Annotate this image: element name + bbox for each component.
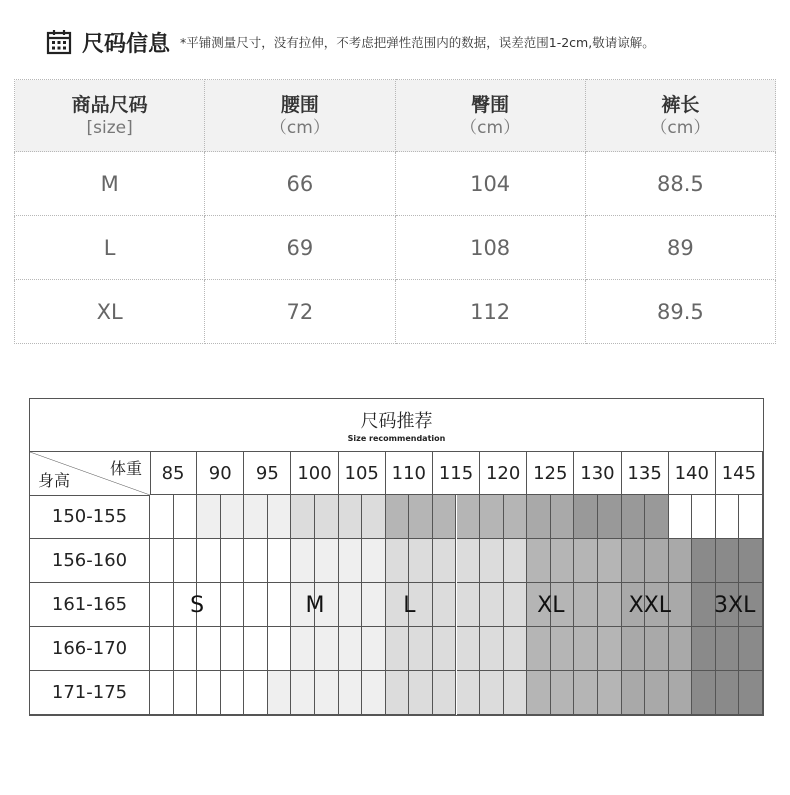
size-label: XXL [628, 593, 672, 618]
grid-cell [362, 495, 386, 539]
grid-cell [291, 671, 315, 715]
weight-header: 100 [291, 452, 338, 495]
grid-cell [739, 671, 763, 715]
grid-cell [480, 539, 504, 583]
grid-cell [692, 583, 716, 627]
grid-cell [551, 495, 575, 539]
grid-cell [315, 539, 339, 583]
column-header [205, 80, 395, 152]
grid-cell [645, 539, 669, 583]
measure-note: *平铺测量尺寸，没有拉伸，不考虑把弹性范围内的数据，误差范围1-2cm,敬请谅解。 [180, 35, 655, 50]
column-name: 臀围 [471, 93, 510, 116]
height-row-label: 156-160 [30, 539, 150, 583]
table-row [15, 280, 776, 344]
grid-cell [386, 495, 410, 539]
grid-cell [669, 671, 693, 715]
grid-cell [244, 539, 268, 583]
weight-header: 85 [150, 452, 197, 495]
grid-cell [551, 627, 575, 671]
table-cell: M [15, 152, 205, 216]
grid-cell [716, 539, 740, 583]
grid-cell [409, 495, 433, 539]
height-row-label: 166-170 [30, 627, 150, 671]
grid-cell [598, 671, 622, 715]
size-label: XL [537, 593, 565, 618]
grid-cell [527, 627, 551, 671]
grid-cell [527, 671, 551, 715]
grid-cell [150, 583, 174, 627]
grid-cell [433, 539, 457, 583]
grid-cell [268, 671, 292, 715]
column-name: 腰围 [280, 93, 319, 116]
grid-cell [150, 495, 174, 539]
table-cell: L [15, 216, 205, 280]
grid-cell [291, 627, 315, 671]
weight-axis-label: 体重 [109, 459, 142, 478]
grid-cell [174, 627, 198, 671]
height-row-label: 150-155 [30, 495, 150, 539]
grid-cell [598, 539, 622, 583]
weight-header: 140 [669, 452, 716, 495]
column-name: 商品尺码 [71, 93, 148, 116]
grid-cell [386, 539, 410, 583]
weight-header: 115 [433, 452, 480, 495]
grid-cell [645, 495, 669, 539]
table-cell: XL [15, 280, 205, 344]
grid-cell [622, 539, 646, 583]
grid-cell [197, 539, 221, 583]
table-cell: 72 [205, 280, 395, 344]
grid-cell [362, 671, 386, 715]
grid-cell [645, 627, 669, 671]
grid-cell [221, 671, 245, 715]
weight-header: 125 [527, 452, 574, 495]
grid-cell [150, 671, 174, 715]
grid-cell [692, 495, 716, 539]
grid-cell [291, 495, 315, 539]
page-title: 尺码信息 [82, 31, 171, 57]
weight-header: 130 [574, 452, 621, 495]
grid-cell [268, 627, 292, 671]
grid-cell [504, 495, 528, 539]
grid-cell [409, 539, 433, 583]
grid-cell [221, 583, 245, 627]
grid-cell [197, 627, 221, 671]
grid-cell [457, 671, 481, 715]
grid-cell [291, 539, 315, 583]
column-unit: [size] [86, 117, 133, 138]
grid-cell [480, 627, 504, 671]
grid-cell [409, 671, 433, 715]
column-header [395, 80, 585, 152]
recommend-title-en: Size recommendation [347, 434, 446, 443]
grid-cell [339, 583, 363, 627]
grid-cell [692, 539, 716, 583]
grid-cell [622, 627, 646, 671]
grid-cell [716, 671, 740, 715]
grid-cell [197, 495, 221, 539]
grid-cell [574, 627, 598, 671]
grid-cell [716, 495, 740, 539]
grid-cell [150, 539, 174, 583]
grid-cell [268, 495, 292, 539]
recommend-title-cn: 尺码推荐 [360, 411, 433, 432]
grid-cell [433, 627, 457, 671]
grid-cell [457, 495, 481, 539]
table-cell: 108 [395, 216, 585, 280]
grid-cell [504, 627, 528, 671]
grid-cell [598, 583, 622, 627]
grid-cell [174, 671, 198, 715]
grid-cell [480, 671, 504, 715]
table-cell: 66 [205, 152, 395, 216]
size-recommendation-chart [29, 398, 764, 716]
recommend-title [30, 399, 763, 452]
column-unit: （cm） [460, 117, 521, 138]
grid-cell [244, 627, 268, 671]
grid-cell [551, 539, 575, 583]
grid-cell [739, 495, 763, 539]
grid-cell [174, 539, 198, 583]
weight-header: 145 [716, 452, 763, 495]
table-header-row [15, 80, 776, 152]
height-axis-label: 身高 [38, 471, 71, 490]
size-table [14, 79, 776, 344]
weight-header: 105 [339, 452, 386, 495]
weight-header: 135 [622, 452, 669, 495]
table-cell: 112 [395, 280, 585, 344]
grid-cell [244, 583, 268, 627]
header-corner [30, 452, 151, 496]
size-label: M [305, 593, 325, 618]
grid-cell [669, 583, 693, 627]
height-row-label: 171-175 [30, 671, 150, 715]
grid-cell [244, 495, 268, 539]
column-header [15, 80, 205, 152]
grid-cell [480, 495, 504, 539]
size-label: L [403, 593, 416, 618]
grid-cell [598, 495, 622, 539]
table-cell: 89.5 [585, 280, 775, 344]
grid-cell [739, 539, 763, 583]
column-unit: （cm） [269, 117, 330, 138]
size-label: 3XL [714, 593, 756, 618]
grid-cell [457, 627, 481, 671]
table-cell: 88.5 [585, 152, 775, 216]
grid-cell [150, 627, 174, 671]
grid-cell [574, 495, 598, 539]
grid-cell [174, 495, 198, 539]
grid-cell [268, 583, 292, 627]
table-cell: 104 [395, 152, 585, 216]
column-name: 裤长 [661, 93, 700, 116]
column-header [585, 80, 775, 152]
grid-cell [574, 583, 598, 627]
grid-cell [574, 539, 598, 583]
grid-cell [221, 495, 245, 539]
grid-cell [622, 495, 646, 539]
column-unit: （cm） [650, 117, 711, 138]
grid-cell [480, 583, 504, 627]
grid-cell [362, 583, 386, 627]
calendar-icon [46, 29, 72, 55]
table-row [15, 216, 776, 280]
grid-cell [669, 627, 693, 671]
table-cell: 69 [205, 216, 395, 280]
grid-cell [433, 583, 457, 627]
grid-cell [739, 627, 763, 671]
grid-cell [504, 671, 528, 715]
grid-cell [504, 539, 528, 583]
grid-cell [433, 495, 457, 539]
table-cell: 89 [585, 216, 775, 280]
grid-cell [574, 671, 598, 715]
weight-header: 120 [480, 452, 527, 495]
weight-header: 110 [386, 452, 433, 495]
grid-cell [386, 627, 410, 671]
grid-cell [386, 671, 410, 715]
grid-cell [457, 583, 481, 627]
section-header [46, 26, 655, 58]
grid-cell [244, 671, 268, 715]
grid-cell [692, 671, 716, 715]
grid-cell [221, 539, 245, 583]
grid-cell [433, 671, 457, 715]
table-row [15, 152, 776, 216]
grid-cell [197, 671, 221, 715]
grid-cell [645, 671, 669, 715]
grid-cell [221, 627, 245, 671]
grid-cell [339, 495, 363, 539]
weight-header: 90 [197, 452, 244, 495]
grid-cell [457, 539, 481, 583]
grid-cell [339, 671, 363, 715]
grid-cell [409, 627, 433, 671]
grid-cell [622, 671, 646, 715]
grid-cell [669, 495, 693, 539]
height-row-label: 161-165 [30, 583, 150, 627]
grid-cell [551, 671, 575, 715]
grid-cell [362, 539, 386, 583]
grid-cell [315, 627, 339, 671]
grid-cell [669, 539, 693, 583]
grid-cell [598, 627, 622, 671]
grid-cell [362, 627, 386, 671]
grid-cell [339, 627, 363, 671]
grid-cell [527, 539, 551, 583]
weight-header: 95 [244, 452, 291, 495]
grid-cell [504, 583, 528, 627]
grid-cell [315, 671, 339, 715]
grid-cell [716, 627, 740, 671]
grid-cell [339, 539, 363, 583]
grid-cell [692, 627, 716, 671]
grid-cell [315, 495, 339, 539]
grid-cell [527, 495, 551, 539]
grid-cell [268, 539, 292, 583]
size-label: S [190, 593, 205, 618]
